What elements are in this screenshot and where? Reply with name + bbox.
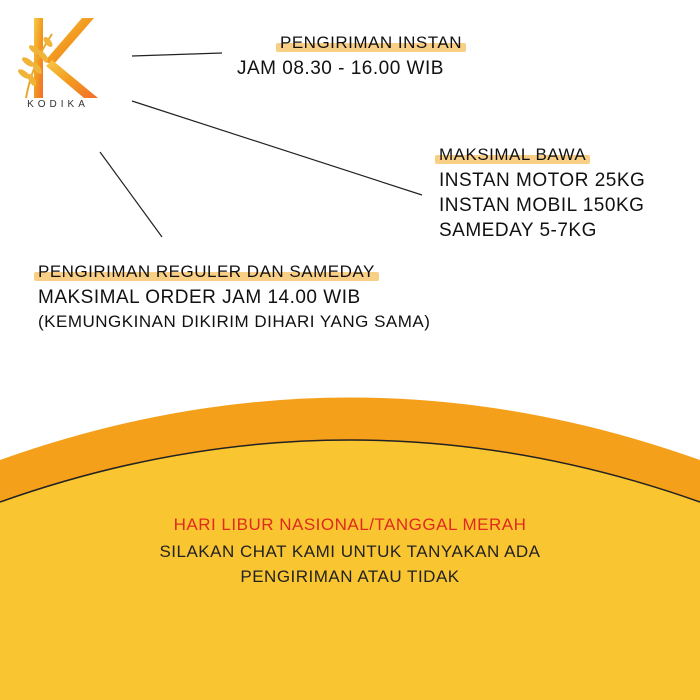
bawa-line-sameday: SAMEDAY 5-7KG bbox=[439, 220, 597, 241]
reguler-title: PENGIRIMAN REGULER DAN SAMEDAY bbox=[38, 262, 375, 281]
brand-name: KODIKA bbox=[27, 99, 89, 110]
reguler-line-2: (KEMUNGKINAN DIKIRIM DIHARI YANG SAMA) bbox=[38, 312, 431, 331]
instan-title: PENGIRIMAN INSTAN bbox=[280, 33, 462, 52]
connector-bawa bbox=[132, 101, 422, 195]
bawa-line-mobil: INSTAN MOBIL 150KG bbox=[439, 195, 645, 216]
connector-instan bbox=[132, 53, 222, 56]
instan-time: JAM 08.30 - 16.00 WIB bbox=[237, 58, 444, 79]
notice-title: HARI LIBUR NASIONAL/TANGGAL MERAH bbox=[173, 515, 527, 534]
connector-reguler bbox=[100, 152, 162, 237]
reguler-line-1: MAKSIMAL ORDER JAM 14.00 WIB bbox=[38, 287, 361, 308]
notice-line-2: PENGIRIMAN ATAU TIDAK bbox=[240, 567, 460, 586]
bawa-line-motor: INSTAN MOTOR 25KG bbox=[439, 170, 646, 191]
notice-line-1: SILAKAN CHAT KAMI UNTUK TANYAKAN ADA bbox=[159, 542, 541, 561]
bawa-title: MAKSIMAL BAWA bbox=[439, 145, 587, 164]
